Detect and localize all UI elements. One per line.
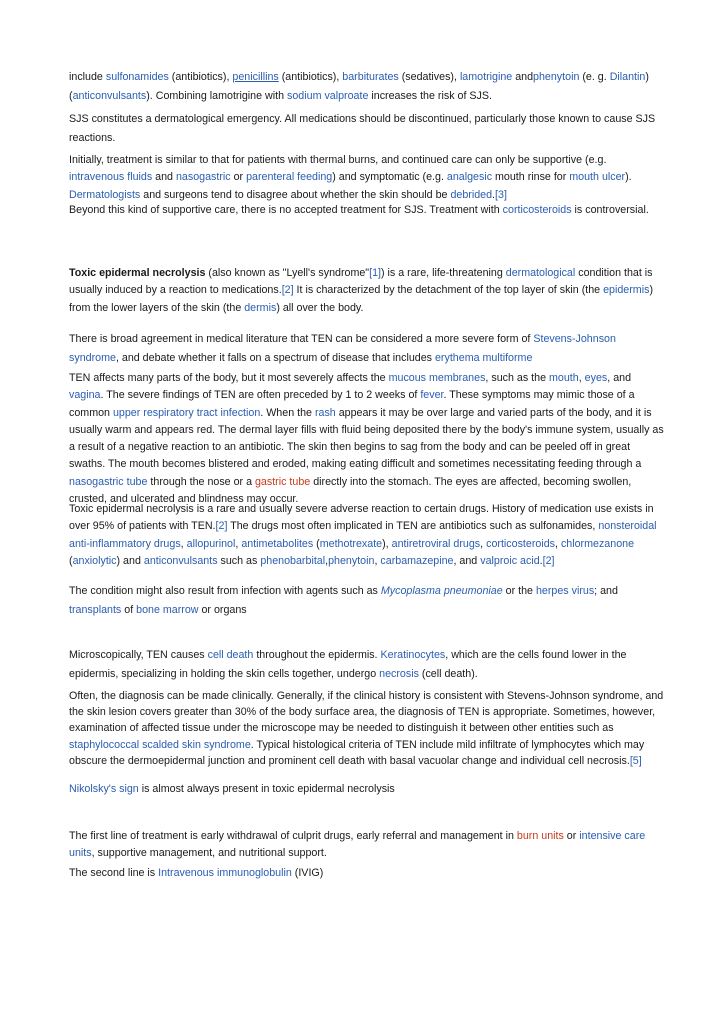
text-link[interactable]: lamotrigine: [459, 71, 513, 83]
text-link[interactable]: burn units: [516, 830, 564, 842]
text-run: , supportive management, and nutritional support.: [91, 847, 327, 860]
text-run: ,: [235, 537, 242, 550]
text-link[interactable]: sodium valproate: [287, 90, 369, 102]
text-run: , and debate whether it falls on a spectrum of disease that includes: [115, 352, 435, 364]
text-run: TEN affects many parts of the body, but it most severely affects the: [69, 372, 389, 384]
text-run: ). Combining lamotrigine with: [146, 90, 288, 102]
text-link[interactable]: eyes: [584, 372, 608, 384]
text-link[interactable]: carbamazepine: [380, 554, 454, 567]
text-link[interactable]: phenytoin: [533, 71, 580, 83]
text-run: .: [539, 554, 543, 567]
text-run: ) and: [116, 554, 144, 567]
text-link[interactable]: erythema multiforme: [434, 352, 533, 364]
sjs-treatment-paragraph: [69, 152, 664, 204]
text-link[interactable]: intensive care units: [69, 830, 646, 860]
text-run: increases the risk of SJS.: [368, 90, 492, 102]
text-run: or: [563, 830, 580, 842]
text-link[interactable]: herpes virus: [535, 585, 595, 597]
text-run: ).: [625, 171, 632, 184]
text-run: Microscopically, TEN causes: [69, 649, 208, 661]
text-run: (antibiotics),: [278, 71, 343, 83]
ten-first-line-paragraph: [69, 828, 664, 863]
nikolsky-paragraph: [69, 780, 664, 799]
text-run: The first line of treatment is early withdrawal of culprit drugs, early referral and management in: [69, 830, 517, 842]
text-run: is controversial.: [571, 204, 649, 216]
text-run: and: [512, 71, 534, 83]
text-run: such as: [217, 554, 261, 567]
text-link[interactable]: [5]: [629, 754, 642, 767]
text-run: mouth rinse for: [492, 171, 570, 184]
text-run: ; and: [594, 585, 618, 597]
text-run: (IVIG): [291, 867, 324, 879]
text-link[interactable]: valproic acid: [480, 554, 540, 567]
text-link[interactable]: cell death: [207, 649, 254, 661]
ten-drug-reaction-paragraph: [69, 501, 664, 570]
text-run: . When the: [260, 406, 315, 419]
text-run: (e. g.: [579, 71, 610, 83]
text-run: throughout the epidermis.: [253, 649, 381, 661]
text-run: Beyond this kind of supportive care, there is no accepted treatment for SJS. Treatment with: [69, 204, 503, 216]
text-run: . The severe findings of TEN are often preceded by 1 to 2 weeks of: [100, 389, 421, 402]
text-run: (cell death).: [418, 668, 478, 680]
text-run: (also known as "Lyell's syndrome": [205, 267, 370, 279]
text-link[interactable]: nonsteroidal anti-inflammatory drugs: [69, 520, 657, 550]
text-link[interactable]: mucous membranes: [388, 372, 486, 384]
term-heading: Toxic epidermal necrolysis: [69, 267, 206, 279]
text-link[interactable]: methotrexate: [319, 537, 383, 550]
text-link[interactable]: analgesic: [446, 171, 493, 184]
text-link[interactable]: upper respiratory tract infection: [112, 406, 261, 419]
text-link[interactable]: antiretroviral drugs: [391, 537, 481, 550]
text-link[interactable]: [1]: [369, 267, 381, 279]
text-run: include: [69, 71, 106, 83]
text-link[interactable]: anxiolytic: [72, 554, 117, 567]
text-link[interactable]: transplants: [69, 604, 122, 616]
text-link[interactable]: necrosis: [379, 668, 419, 680]
text-link[interactable]: Dilantin: [609, 71, 646, 83]
text-run: , such as the: [485, 372, 549, 384]
text-run: of: [121, 604, 137, 616]
text-run: directly into the stomach. The eyes are affected, becoming swollen, crusted, and ulcerated and blindness may occur.: [69, 475, 632, 506]
text-run: The condition might also result from infection with agents such as: [69, 585, 381, 597]
text-link[interactable]: vagina: [69, 389, 101, 402]
text-run: is almost always present in toxic epidermal necrolysis: [138, 783, 395, 795]
text-link[interactable]: nasogastric: [175, 171, 231, 184]
text-run: .: [492, 188, 496, 201]
text-link[interactable]: [2]: [281, 284, 294, 297]
text-run: ,: [480, 537, 487, 550]
text-run: appears it may be over large and varied parts of the body, and it is usually warm and appears red. The dermal layer fills with fluid being deposited there by the body's immune system, usually as a result of a negative reaction to an antibiotic. The skin then begins to sag from the body and can be peeled off in great swaths. The mouth becomes blistered and eroded, making eating difficult and sometimes necessitating feeding through a: [69, 406, 664, 471]
text-link[interactable]: dermis: [244, 301, 277, 314]
ten-definition-paragraph: [69, 265, 664, 317]
ten-symptoms-paragraph: [69, 370, 664, 508]
ten-microscopy-paragraph: [69, 646, 664, 684]
text-run: and surgeons tend to disagree about whether the skin should be: [140, 188, 451, 201]
text-run: , and: [607, 372, 632, 384]
text-run: . These symptoms may mimic those of a common: [69, 389, 635, 419]
text-run: condition that is usually induced by a reaction to medications.: [69, 267, 653, 297]
text-link[interactable]: bone marrow: [136, 604, 199, 616]
text-run: Initially, treatment is similar to that for patients with thermal burns, and continued care can only be supportive (e.g.: [69, 154, 607, 166]
text-run: Often, the diagnosis can be made clinically. Generally, if the clinical history is consistent with Stevens-Johnson syndrome, and the skin lesion covers greater than 30% of the body surface area, the diagnosis of TEN is appropriate. Sometimes, however, examination of affected tissue under the microscope may be needed to distinguish it between other entities such as: [69, 690, 664, 735]
text-run: (sedatives),: [398, 71, 460, 83]
text-run: , and: [453, 554, 481, 567]
text-run: SJS constitutes a dermatological emergency. All medications should be discontinued, particularly those known to cause SJS reactions.: [69, 113, 656, 144]
text-link[interactable]: [2]: [542, 554, 555, 567]
text-run: , which are the cells found lower in the epidermis, specializing in holding the skin cells together, undergo: [69, 649, 627, 680]
text-link[interactable]: intravenous fluids: [69, 171, 153, 184]
text-run: There is broad agreement in medical literature that TEN can be considered a more severe form of: [69, 333, 534, 345]
text-link[interactable]: mouth: [549, 372, 579, 384]
text-link[interactable]: Mycoplasma pneumoniae: [380, 585, 503, 597]
text-link[interactable]: Dermatologists: [69, 188, 141, 201]
text-run: The drugs most often implicated in TEN are antibiotics such as sulfonamides,: [227, 520, 599, 533]
ten-diagnosis-paragraph: [69, 688, 664, 769]
text-link[interactable]: [2]: [215, 520, 228, 533]
text-link[interactable]: rash: [314, 406, 336, 419]
text-link[interactable]: nasogastric tube: [69, 475, 148, 488]
text-link[interactable]: Keratinocytes: [380, 649, 446, 661]
text-run: ) is a rare, life-threatening: [381, 267, 506, 279]
text-link[interactable]: anticonvulsants: [72, 90, 147, 102]
text-run: ) all over the body.: [276, 301, 364, 314]
text-link[interactable]: parenteral feeding: [246, 171, 333, 184]
text-run: ,: [555, 537, 561, 550]
text-link[interactable]: epidermis: [603, 284, 650, 297]
text-run: . Typical histological criteria of TEN include mild infiltrate of lymphocytes which may obscure the dermoepidermal junction and prominent cell death with basal vacuolar change and individual cell necrosis.: [69, 738, 645, 767]
ten-second-line-paragraph: [69, 864, 664, 883]
text-link[interactable]: sulfonamides: [105, 71, 169, 83]
text-link[interactable]: phenytoin: [328, 554, 375, 567]
text-link[interactable]: gastric tube: [254, 475, 311, 488]
text-link[interactable]: Stevens-Johnson syndrome: [69, 333, 616, 364]
text-link[interactable]: fever: [420, 389, 444, 402]
text-link[interactable]: penicillins: [232, 71, 279, 83]
text-link[interactable]: phenobarbital: [260, 554, 326, 567]
ten-infection-paragraph: [69, 582, 664, 620]
sjs-causes-paragraph: [69, 68, 664, 106]
text-link[interactable]: mouth ulcer: [569, 171, 626, 184]
sjs-supportive-care-paragraph: [69, 201, 664, 220]
text-run: (: [313, 537, 320, 550]
text-run: It is characterized by the detachment of the top layer of skin (the: [293, 284, 604, 297]
sjs-emergency-paragraph: [69, 110, 664, 148]
text-link[interactable]: Nikolsky's sign: [69, 783, 139, 795]
text-run: and: [152, 171, 176, 184]
text-link[interactable]: [3]: [495, 188, 507, 201]
text-run: The second line is: [69, 867, 159, 879]
ten-agreement-paragraph: [69, 330, 664, 368]
text-run: or: [230, 171, 247, 184]
text-link[interactable]: chlormezanone: [560, 537, 635, 550]
text-run: ),: [382, 537, 392, 550]
text-run: ) (: [69, 71, 649, 102]
text-run: ) and symptomatic (e.g.: [332, 171, 447, 184]
text-link[interactable]: allopurinol: [186, 537, 236, 550]
text-run: ) from the lower layers of the skin (the: [69, 284, 653, 314]
text-run: through the nose or a: [147, 475, 255, 488]
text-link[interactable]: Intravenous immunoglobulin: [158, 867, 292, 879]
text-link[interactable]: antimetabolites: [241, 537, 314, 550]
text-link[interactable]: barbiturates: [342, 71, 399, 83]
text-link[interactable]: anticonvulsants: [143, 554, 218, 567]
text-run: ,: [374, 554, 381, 567]
text-link[interactable]: corticosteroids: [486, 537, 555, 550]
text-link[interactable]: dermatological: [505, 267, 576, 279]
text-run: Toxic epidermal necrolysis is a rare and usually severe adverse reaction to certain drugs. History of medication use exists in over 95% of patients with TEN.: [69, 503, 654, 533]
text-run: ,: [325, 554, 329, 567]
text-run: ,: [180, 537, 187, 550]
text-link[interactable]: staphylococcal scalded skin syndrome: [69, 738, 251, 751]
text-run: (: [69, 554, 73, 567]
text-run: or the: [502, 585, 536, 597]
text-run: ,: [578, 372, 585, 384]
text-link[interactable]: debrided: [450, 188, 493, 201]
text-run: (antibiotics),: [168, 71, 233, 83]
text-run: or organs: [198, 604, 247, 616]
text-link[interactable]: corticosteroids: [502, 204, 572, 216]
